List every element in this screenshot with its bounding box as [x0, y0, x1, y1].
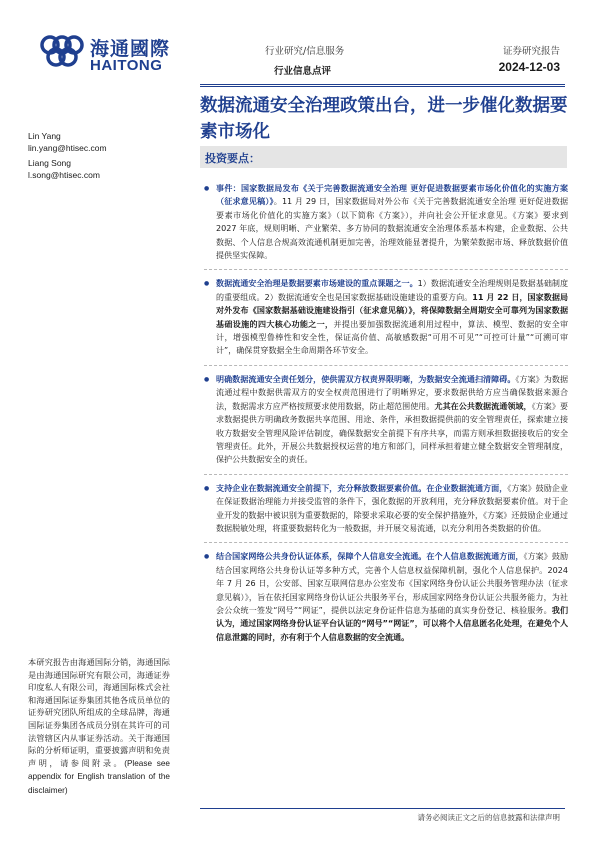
bullet-body: 《方案》鼓励结合国家网络公共身份认证等多种方式，完善个人信息权益保障机制，强化个人信息保护。2024 年 7 月 26 日，公安部、国家互联网信息办公室发布《国家网络身份认证公共服务管理办法（征求意见稿）》，旨在依托国家网络身份认证公共服务平台，形成国家网络身份认证公共服务能力，为社会公众统一签发“网号”“网证”，提供以法定身份证件信息为基础的真实身份登记、核验服务。: [216, 552, 568, 615]
report-type: 行业信息点评: [274, 66, 332, 77]
logo-text-cn: 海通國際: [90, 38, 171, 60]
bullet-emphasis: 我们认为，通过国家网络身份认证平台认证的“网号”“网证”，可以将个人信息匿名化处理，在避免个人信息泄露的同时，亦有利于个人信息数据的安全流通。: [216, 605, 569, 642]
analyst-email[interactable]: l.song@htisec.com: [28, 170, 100, 180]
report-date: 2024-12-03: [498, 60, 560, 74]
bullet-divider: [204, 269, 568, 270]
bullet-lead: 支持企业在数据流通安全前提下，充分释放数据要素价值。在企业数据流通方面，: [216, 483, 508, 493]
report-category: 行业研究/信息服务: [265, 46, 345, 57]
bullet-body: 《方案》鼓励企业在保证数据治理能力并接受监管的条件下，强化数据的开放利用，充分释放数据要素价值。对于企业开发的数据中被识别为重要数据的，除要求采取必要的安全保护措施外，《方案》还鼓励企业通过数据脱敏处理，将重要数据转化为一般数据，并开展交易流通，以充分利用各类数据的价值。: [216, 483, 568, 533]
logo-text-en: HAITONG: [90, 57, 163, 74]
key-points-list: [204, 182, 568, 644]
analyst-1: [28, 130, 107, 154]
footer-note: 请务必阅读正文之后的信息披露和法律声明: [417, 813, 560, 822]
bullet-lead: 事件：国家数据局发布《关于完善数据流通安全治理 更好促进数据要素市场化价值化的实施方案（征求意见稿）》: [216, 184, 568, 207]
bullet-divider: [204, 474, 568, 475]
bullet-body: 。11 月 29 日，国家数据局对外公布《关于完善数据流通安全治理 更好促进数据要素市场化价值化的实施方案》（以下简称《方案》），并向社会公开征求意见。《方案》要求到 2027 年底，规则明晰、产业繁荣、多方协同的数据流通安全治理体系基本构建，企业数据、公共数据、个人信息合规高效流通机制更加完善，治理效能显著提升，为繁荣数据市场、释放数据价值提供坚实保障。: [216, 197, 568, 261]
bullet-tail: 并提出要加强数据流通利用过程中，算法、模型、数据的安全审计，增强模型鲁棒性和安全性，保证高价值、高敏感数据“可用不可见”“可控可计量”“可溯可审计”，确保贯穿数据全生命周期各环节安全。: [216, 319, 569, 356]
analyst-name: Liang Song: [28, 158, 72, 168]
report-title: 数据流通安全治理政策出台，进一步催化数据要素市场化: [200, 96, 568, 142]
disclaimer-cn: 本研究报告由海通国际分销，海通国际是由海通国际研究有限公司，海通证券印度私人有限公司，海通国际株式会社和海通国际证券集团其他各成员单位的证券研究团队所组成的全球品牌，海通国际证券集团各成员分别在其许可的司法管辖区内从事证券活动。关于海通国际的分析师证明，重要披露声明和免责声明，请参阅附录。: [28, 657, 170, 768]
bullet-emphasis: 11 月 22 日，国家数据局对外发布《国家数据基础设施建设指引（征求意见稿）》，将保障数据全周期安全可靠列为国家数据基础设施的四大核心功能之一，: [216, 292, 568, 329]
distribution-disclaimer: [28, 656, 170, 798]
bullet-divider: [204, 365, 568, 366]
key-point-responsibility: [204, 373, 568, 467]
analyst-email[interactable]: lin.yang@htisec.com: [28, 143, 107, 153]
bullet-lead: 数据流通安全治理是数据要素市场建设的重点课题之一。: [216, 279, 418, 289]
key-point-governance: [204, 277, 568, 357]
analyst-2: [28, 157, 100, 181]
footer-divider: [200, 808, 565, 809]
header-divider: [200, 84, 565, 85]
haitong-logo-icon: [40, 33, 84, 69]
report-label: 证券研究报告: [502, 46, 560, 57]
header-divider-secondary: [200, 86, 565, 87]
key-point-personal-info: [204, 550, 568, 644]
bullet-tail: 《方案》要求数据提供方明确政务数据共享范围、用途、条件，承担数据提供前的安全管理责任，探索建立接收方数据安全管理风险评估制度，确保数据安全前提下有序共享，而需方则承担数据接收后的安全管理责任。此外，开展公共数据授权运营的地方和部门，同样承担着建立健全数据安全管理制度，保护公共数据安全的责任。: [216, 401, 569, 465]
bullet-divider: [204, 542, 568, 543]
bullet-lead: 明确数据流通安全责任划分，使供需双方权责界限明晰，为数据安全流通扫清障碍。: [216, 374, 516, 384]
key-points-title: 投资要点：: [205, 152, 260, 165]
bullet-body: 《方案》为数据流通过程中数据供需双方的安全权责范围进行了明晰界定，要求数据供给方应当确保数据来源合法，数据需求方应严格按照要求使用数据，防止超范围使用。: [216, 374, 568, 411]
bullet-body: 1）数据流通安全治理规则是数据基础制度的重要组成。2）数据流通安全也是国家数据基础设施建设的重要方向。: [216, 279, 568, 302]
analyst-name: Lin Yang: [28, 131, 61, 141]
bullet-lead: 结合国家网络公共身份认证体系，保障个人信息安全流通。在个人信息数据流通方面，: [216, 552, 524, 562]
bullet-emphasis: 尤其在公共数据流通领域，: [434, 401, 532, 411]
key-point-enterprise-data: [204, 482, 568, 536]
key-point-event: [204, 182, 568, 262]
disclaimer-en: (Please see appendix for English translation of the disclaimer): [28, 758, 170, 795]
